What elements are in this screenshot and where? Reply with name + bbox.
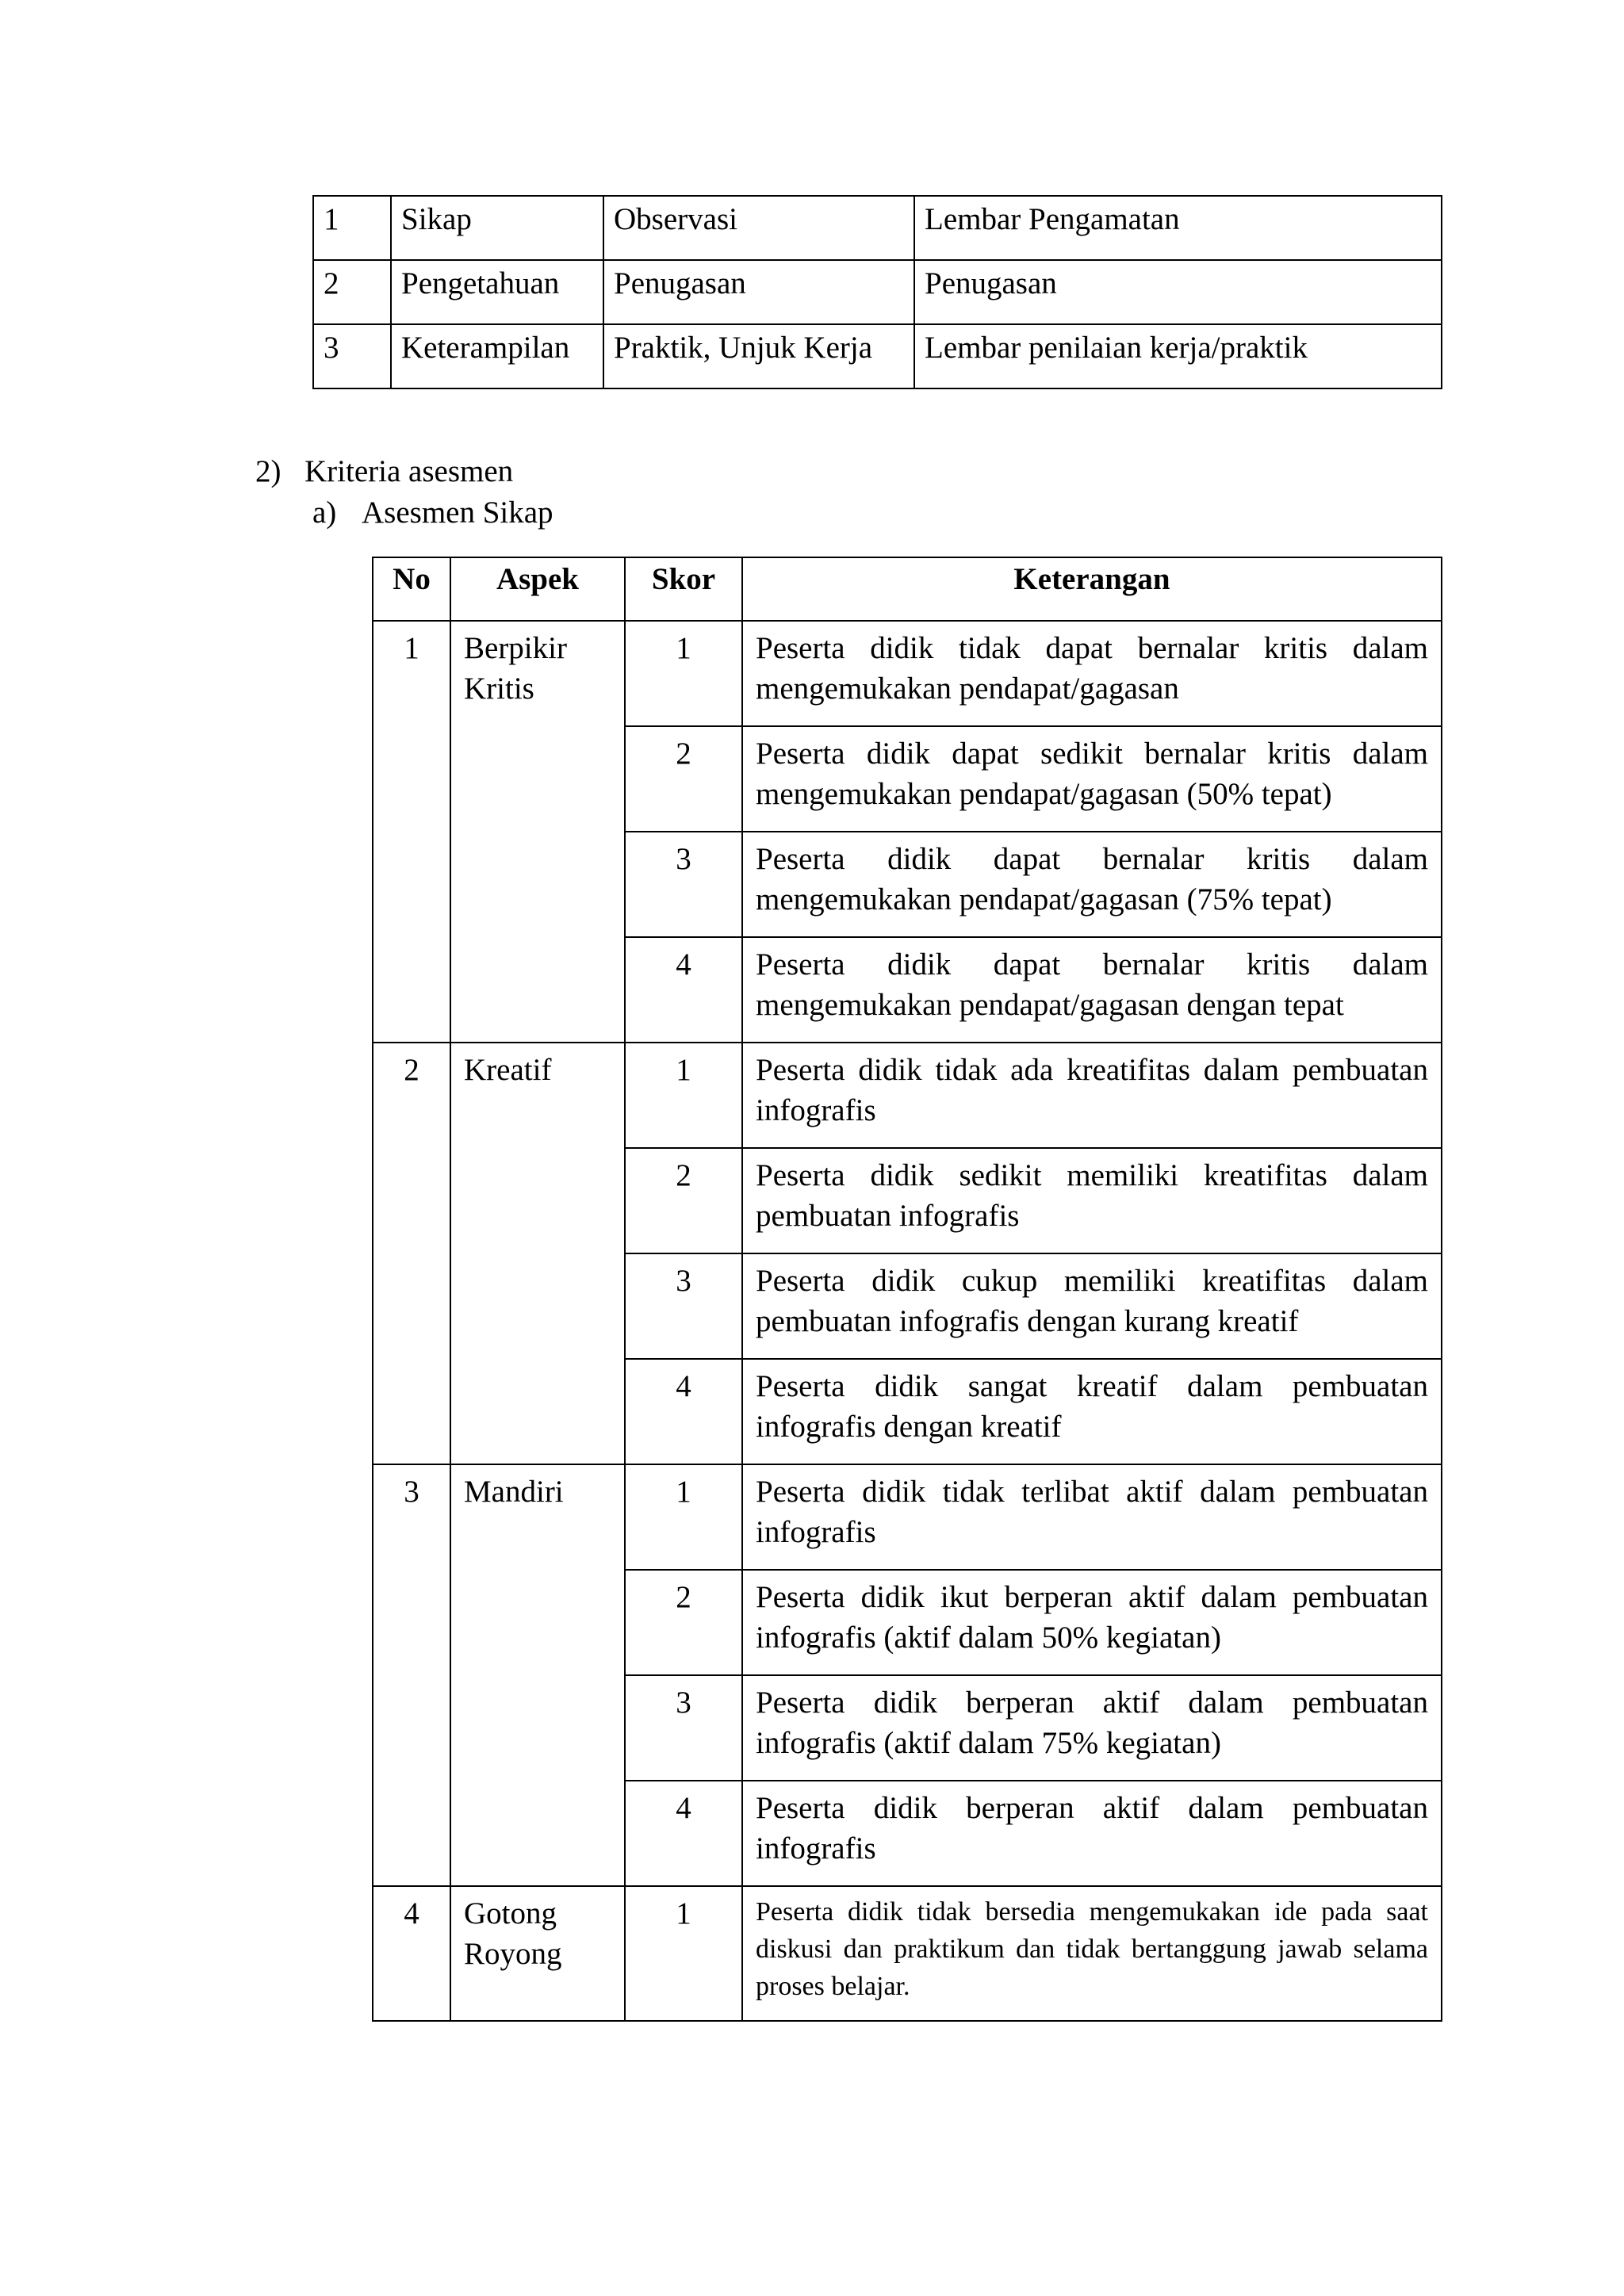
assessment-methods-table	[312, 195, 1442, 389]
aspect-name: Mandiri	[450, 1464, 625, 1886]
instrument-cell: Lembar Pengamatan	[914, 196, 1442, 260]
technique-cell: Observasi	[603, 196, 914, 260]
aspect-cell: Keterampilan	[391, 324, 603, 388]
score-cell: 2	[625, 1570, 742, 1675]
score-cell: 3	[625, 1253, 742, 1359]
score-cell: 3	[625, 832, 742, 937]
score-cell: 1	[625, 621, 742, 726]
aspect-number: 4	[373, 1886, 450, 2021]
description-cell: Peserta didik berperan aktif dalam pembuatan infografis (aktif dalam 75% kegiatan)	[742, 1675, 1442, 1781]
header-no: No	[373, 557, 450, 621]
technique-cell: Praktik, Unjuk Kerja	[603, 324, 914, 388]
section-title: Kriteria asesmen	[304, 454, 514, 488]
table-header-row	[373, 557, 1442, 621]
score-cell: 4	[625, 1781, 742, 1886]
aspect-name: Berpikir Kritis	[450, 621, 625, 1043]
table-row	[373, 1464, 1442, 1570]
technique-cell: Penugasan	[603, 260, 914, 324]
description-cell: Peserta didik berperan aktif dalam pembuatan infografis	[742, 1781, 1442, 1886]
attitude-rubric-table	[372, 557, 1442, 2022]
score-cell: 4	[625, 937, 742, 1043]
header-score: Skor	[625, 557, 742, 621]
section-heading-kriteria	[255, 453, 513, 490]
table-row	[313, 196, 1442, 260]
subsection-letter: a)	[312, 496, 337, 530]
aspect-number: 3	[373, 1464, 450, 1886]
row-number: 3	[313, 324, 391, 388]
description-cell: Peserta didik cukup memiliki kreatifitas dalam pembuatan infografis dengan kurang kreatif	[742, 1253, 1442, 1359]
aspect-number: 1	[373, 621, 450, 1043]
description-cell: Peserta didik tidak terlibat aktif dalam pembuatan infografis	[742, 1464, 1442, 1570]
score-cell: 1	[625, 1464, 742, 1570]
description-cell: Peserta didik sangat kreatif dalam pembuatan infografis dengan kreatif	[742, 1359, 1442, 1464]
score-cell: 2	[625, 726, 742, 832]
aspect-name: Gotong Royong	[450, 1886, 625, 2021]
header-description: Keterangan	[742, 557, 1442, 621]
table-row	[373, 1043, 1442, 1148]
section-number: 2)	[255, 454, 282, 488]
table-row	[373, 621, 1442, 726]
description-cell: Peserta didik tidak dapat bernalar kritis dalam mengemukakan pendapat/gagasan	[742, 621, 1442, 726]
table-row	[373, 1886, 1442, 2021]
row-number: 2	[313, 260, 391, 324]
aspect-name: Kreatif	[450, 1043, 625, 1464]
description-cell: Peserta didik tidak ada kreatifitas dalam pembuatan infografis	[742, 1043, 1442, 1148]
table-row	[313, 260, 1442, 324]
description-cell: Peserta didik dapat bernalar kritis dalam mengemukakan pendapat/gagasan dengan tepat	[742, 937, 1442, 1043]
instrument-cell: Lembar penilaian kerja/praktik	[914, 324, 1442, 388]
description-cell: Peserta didik sedikit memiliki kreatifitas dalam pembuatan infografis	[742, 1148, 1442, 1253]
row-number: 1	[313, 196, 391, 260]
score-cell: 3	[625, 1675, 742, 1781]
header-aspect: Aspek	[450, 557, 625, 621]
description-cell: Peserta didik ikut berperan aktif dalam pembuatan infografis (aktif dalam 50% kegiatan)	[742, 1570, 1442, 1675]
score-cell: 2	[625, 1148, 742, 1253]
aspect-number: 2	[373, 1043, 450, 1464]
score-cell: 1	[625, 1043, 742, 1148]
instrument-cell: Penugasan	[914, 260, 1442, 324]
description-cell: Peserta didik dapat bernalar kritis dalam mengemukakan pendapat/gagasan (75% tepat)	[742, 832, 1442, 937]
description-cell: Peserta didik tidak bersedia mengemukakan ide pada saat diskusi dan praktikum dan tidak bertanggung jawab selama proses belajar.	[742, 1886, 1442, 2021]
aspect-cell: Pengetahuan	[391, 260, 603, 324]
subsection-title: Asesmen Sikap	[362, 496, 553, 530]
subsection-heading-sikap	[312, 495, 553, 531]
table-row	[313, 324, 1442, 388]
description-cell: Peserta didik dapat sedikit bernalar kritis dalam mengemukakan pendapat/gagasan (50% tepat)	[742, 726, 1442, 832]
score-cell: 4	[625, 1359, 742, 1464]
score-cell: 1	[625, 1886, 742, 2021]
aspect-cell: Sikap	[391, 196, 603, 260]
